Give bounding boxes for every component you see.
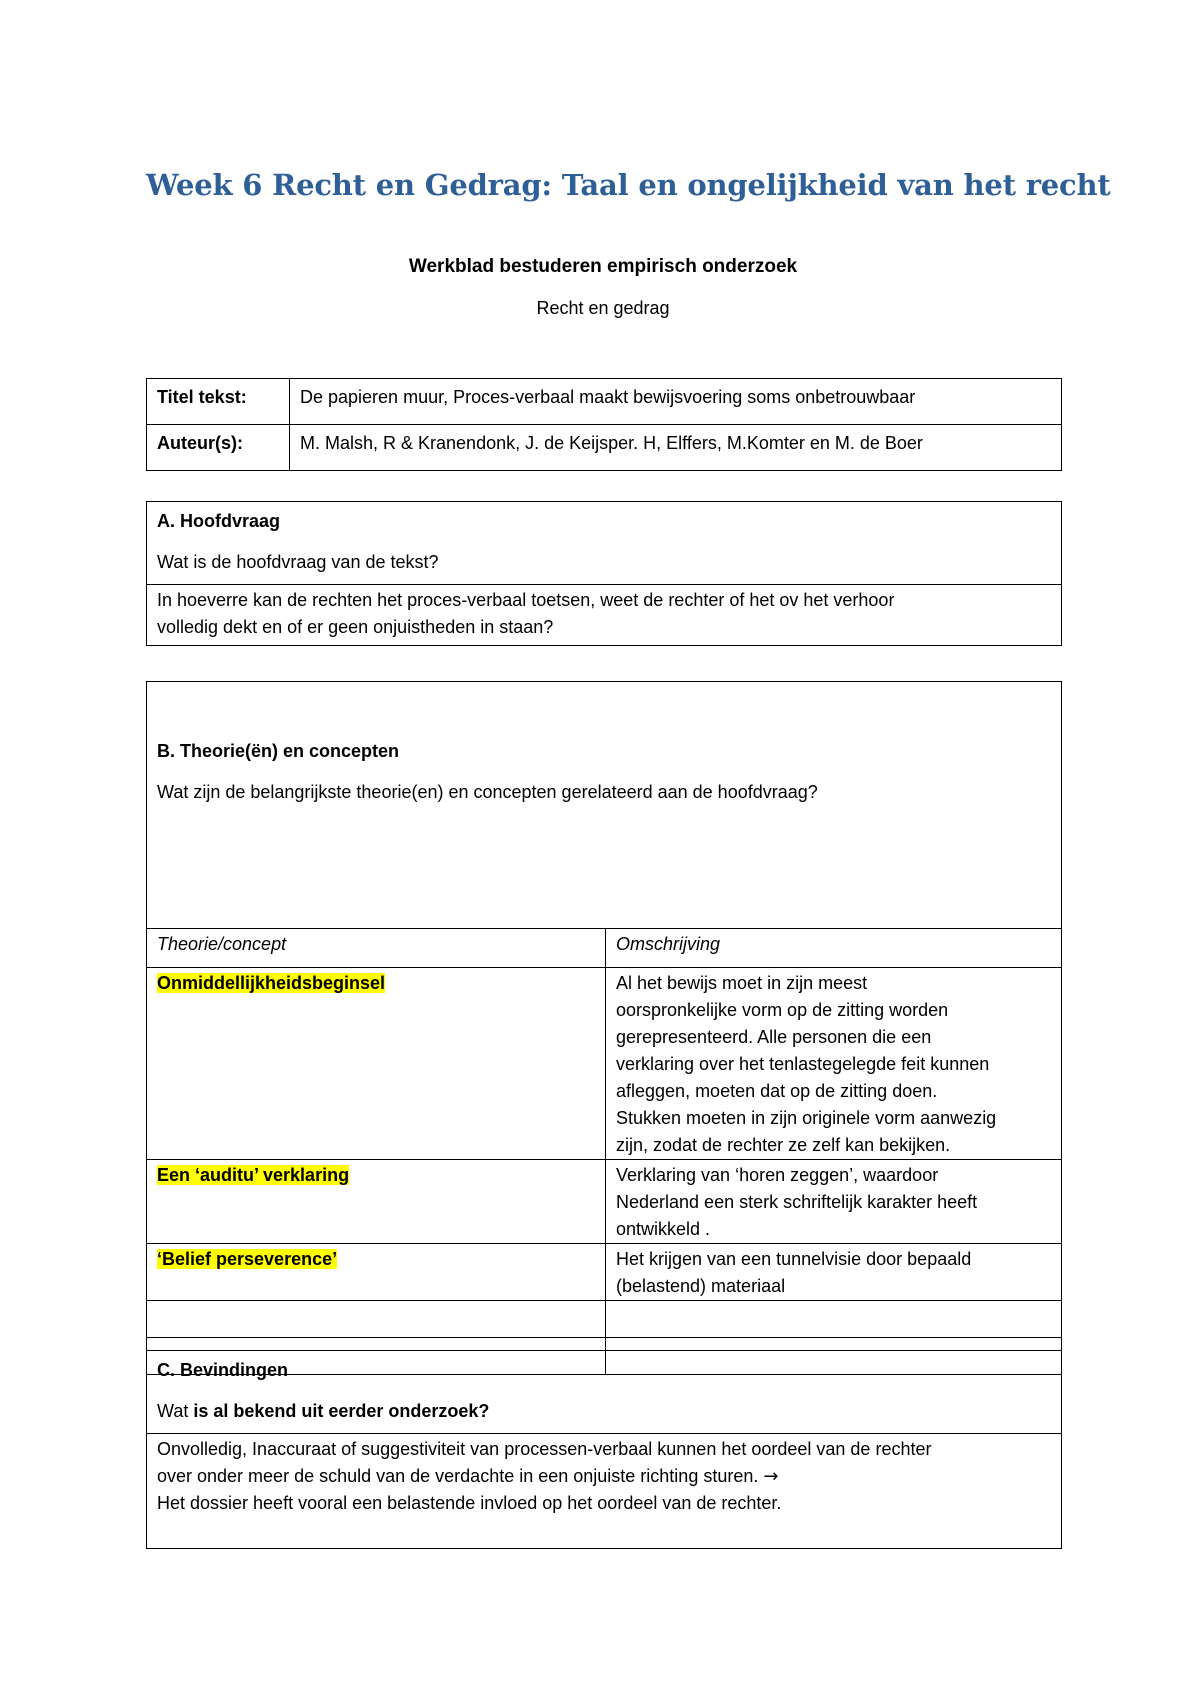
course-name: Recht en gedrag: [536, 298, 670, 318]
highlighted-concept: Een ‘auditu’ verklaring: [157, 1165, 350, 1185]
section-b-table: [146, 681, 1062, 1375]
table-row: [147, 1351, 1062, 1434]
table-row: [147, 1434, 1062, 1549]
table-row: [147, 502, 1062, 585]
description-line: afleggen, moeten dat op de zitting doen.: [616, 1081, 938, 1101]
auteur-value: M. Malsh, R & Kranendonk, J. de Keijsper. H, Elffers, M.Komter en M. de Boer: [290, 425, 1062, 471]
table-row: [147, 1160, 1062, 1244]
table-row: [147, 682, 1062, 929]
empty-cell: [606, 1301, 1062, 1338]
section-c-answer-cell: [147, 1434, 1062, 1549]
table-row: [147, 929, 1062, 968]
description-line: Al het bewijs moet in zijn meest: [616, 973, 868, 993]
arrow-right-icon: →: [763, 1466, 779, 1487]
description-line: verklaring over het tenlastegelegde feit kunnen: [616, 1054, 990, 1074]
section-a-heading: A. Hoofdvraag: [157, 511, 281, 531]
description-line: gerepresenteerd. Alle personen die een: [616, 1027, 932, 1047]
section-c-question-prefix: Wat: [157, 1401, 194, 1421]
table-row: [147, 425, 1062, 471]
table-row: [147, 379, 1062, 425]
description-cell: [606, 1160, 1062, 1244]
titel-value: De papieren muur, Proces-verbaal maakt bewijsvoering soms onbetrouwbaar: [290, 379, 1062, 425]
section-c-answer-line: Het dossier heeft vooral een belastende invloed op het oordeel van de rechter.: [157, 1493, 782, 1513]
section-a-answer-cell: [147, 585, 1062, 646]
description-line: ontwikkeld .: [616, 1219, 711, 1239]
section-c-table: [146, 1350, 1062, 1549]
table-row: [147, 585, 1062, 646]
section-c-question: [157, 1398, 1051, 1425]
concept-cell: [147, 1160, 606, 1244]
section-c-line-text: over onder meer de schuld van de verdachte in een onjuiste richting sturen.: [157, 1466, 759, 1486]
empty-cell: [147, 1301, 606, 1338]
highlighted-concept: ‘Belief perseverence’: [157, 1249, 338, 1269]
description-line: oorspronkelijke vorm op de zitting worden: [616, 1000, 949, 1020]
highlighted-concept: Onmiddellijkheidsbeginsel: [157, 973, 386, 993]
table-row: [147, 1301, 1062, 1338]
section-c-heading: C. Bevindingen: [157, 1360, 289, 1380]
column-header-concept: Theorie/concept: [147, 929, 606, 968]
worksheet-subtitle: Werkblad bestuderen empirisch onderzoek: [408, 256, 798, 277]
auteur-label: Auteur(s):: [147, 425, 290, 471]
section-a-table: [146, 501, 1062, 646]
concept-cell: [147, 968, 606, 1160]
table-row: [147, 1244, 1062, 1301]
section-c-question-bold: is al bekend uit eerder onderzoek?: [193, 1401, 490, 1421]
section-b-heading: B. Theorie(ën) en concepten: [157, 741, 400, 761]
section-b-header-cell: [147, 682, 1062, 929]
description-line: Het krijgen van een tunnelvisie door bepaald: [616, 1249, 972, 1269]
description-line: (belastend) materiaal: [616, 1276, 786, 1296]
description-cell: [606, 968, 1062, 1160]
section-c-answer-line: Onvolledig, Inaccuraat of suggestiviteit van processen-verbaal kunnen het oordeel van de rechter: [157, 1439, 932, 1459]
meta-table: [146, 378, 1062, 471]
section-b-question: Wat zijn de belangrijkste theorie(en) en concepten gerelateerd aan de hoofdvraag?: [157, 782, 818, 802]
description-line: Stukken moeten in zijn originele vorm aanwezig: [616, 1108, 997, 1128]
section-c-header-cell: [147, 1351, 1062, 1434]
section-a-answer-line: volledig dekt en of er geen onjuistheden in staan?: [157, 617, 554, 637]
titel-label: Titel tekst:: [147, 379, 290, 425]
description-line: Verklaring van ‘horen zeggen’, waardoor: [616, 1165, 939, 1185]
description-line: zijn, zodat de rechter ze zelf kan bekijken.: [616, 1135, 951, 1155]
section-a-question: Wat is de hoofdvraag van de tekst?: [157, 552, 439, 572]
concept-cell: [147, 1244, 606, 1301]
description-line: Nederland een sterk schriftelijk karakter heeft: [616, 1192, 978, 1212]
section-c-answer-line: [157, 1463, 1051, 1490]
section-a-header-cell: [147, 502, 1062, 585]
column-header-description: Omschrijving: [606, 929, 1062, 968]
page-title: Week 6 Recht en Gedrag: Taal en ongelijkheid van het recht: [146, 168, 1111, 202]
description-cell: [606, 1244, 1062, 1301]
section-a-answer-line: In hoeverre kan de rechten het proces-verbaal toetsen, weet de rechter of het ov het verhoor: [157, 590, 895, 610]
table-row: [147, 968, 1062, 1160]
